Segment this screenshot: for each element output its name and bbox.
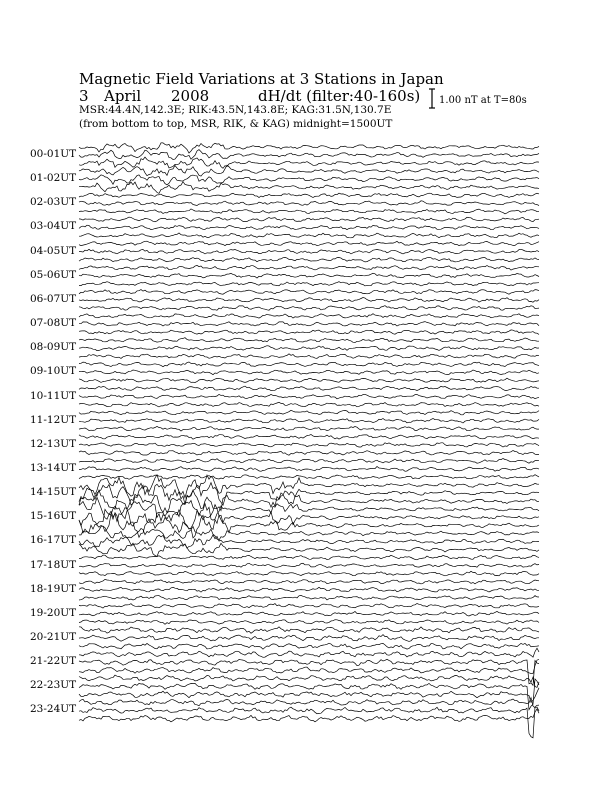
trace-line (79, 543, 539, 556)
trace-line (79, 182, 539, 194)
trace-line (79, 370, 539, 375)
trace-line (79, 611, 539, 616)
trace-line (79, 595, 539, 600)
trace-line (79, 627, 539, 634)
scale-bar (429, 89, 435, 108)
trace-line (79, 273, 539, 278)
trace-line (79, 587, 539, 592)
hour-label: 11-12UT (30, 413, 77, 426)
hour-label: 02-03UT (30, 196, 77, 209)
trace-line (79, 394, 539, 399)
trace-line (79, 241, 539, 245)
trace-line (79, 526, 539, 540)
hour-label: 18-19UT (30, 582, 77, 595)
trace-line (79, 604, 539, 609)
scale-label: 1.00 nT at T=80s (439, 95, 527, 106)
date-year: 2008 (171, 87, 210, 105)
trace-line (79, 217, 539, 222)
hour-label: 13-14UT (30, 461, 77, 474)
date-day: 3 (79, 87, 89, 105)
trace-line (79, 354, 539, 359)
trace-line (79, 675, 539, 687)
trace-line (79, 338, 539, 343)
trace-line (79, 362, 539, 367)
trace-line (79, 378, 539, 382)
date-month: April (104, 87, 142, 105)
trace-line (79, 659, 539, 685)
hour-label: 09-10UT (30, 365, 77, 378)
trace-line (79, 314, 539, 318)
trace-line (79, 475, 539, 480)
trace-line (79, 233, 539, 238)
trace-line (79, 443, 539, 447)
chart-title: Magnetic Field Variations at 3 Stations in Japan (79, 70, 444, 88)
trace-line (79, 265, 539, 270)
trace-line (79, 282, 539, 286)
trace-line (79, 563, 539, 567)
trace-line (79, 688, 539, 703)
trace-line (79, 165, 539, 176)
hour-label: 22-23UT (30, 679, 77, 692)
trace-line (79, 705, 539, 738)
trace-line (79, 330, 539, 335)
trace-line (79, 648, 539, 657)
hour-label: 14-15UT (30, 486, 77, 499)
hour-label: 05-06UT (30, 268, 77, 281)
trace-line (79, 175, 539, 185)
trace-line (79, 635, 539, 642)
trace-line (79, 346, 539, 351)
trace-group (79, 143, 539, 738)
trace-line (79, 435, 539, 440)
hour-label: 06-07UT (30, 292, 77, 305)
hour-label: 20-21UT (30, 631, 77, 643)
trace-line (79, 571, 539, 576)
trace-line (79, 150, 539, 160)
hour-label: 07-08UT (30, 317, 77, 330)
hour-label: 12-13UT (30, 437, 77, 450)
hour-label: 15-16UT (30, 510, 77, 523)
trace-line (79, 555, 539, 560)
hour-label: 17-18UT (30, 558, 77, 571)
trace-line (79, 298, 539, 303)
trace-line (79, 620, 539, 625)
trace-line (79, 451, 539, 456)
hour-label: 16-17UT (30, 534, 77, 547)
trace-line (79, 257, 539, 262)
quantity-label: dH/dt (filter:40-160s) (258, 87, 421, 105)
trace-line (79, 290, 539, 295)
trace-line (79, 419, 539, 424)
trace-line (79, 225, 539, 230)
trace-line (79, 201, 539, 206)
trace-line (79, 426, 539, 431)
hour-label: 19-20UT (30, 606, 77, 619)
trace-line (79, 402, 539, 407)
hour-label: 00-01UT (30, 148, 77, 160)
hour-label: 03-04UT (30, 220, 77, 233)
trace-line (79, 467, 539, 472)
stations-line: MSR:44.4N,142.3E; RIK:43.5N,143.8E; KAG:31.5N,130.7E (79, 104, 392, 116)
hour-label: 08-09UT (30, 341, 77, 354)
trace-line (79, 209, 539, 214)
trace-line (79, 157, 539, 168)
trace-line (79, 579, 539, 584)
trace-line (79, 459, 539, 464)
trace-line (79, 306, 539, 311)
hour-label: 23-24UT (30, 703, 77, 716)
trace-line (79, 249, 539, 254)
hour-label: 04-05UT (30, 244, 77, 257)
hour-label: 21-22UT (30, 655, 77, 668)
trace-line (79, 410, 539, 415)
trace-line (79, 193, 539, 197)
order-note: (from bottom to top, MSR, RIK, & KAG) midnight=1500UT (79, 118, 393, 130)
trace-line (79, 386, 539, 390)
trace-line (79, 322, 539, 326)
hour-label: 01-02UT (30, 172, 77, 185)
trace-line (79, 535, 539, 548)
hour-label: 10-11UT (30, 389, 77, 402)
trace-line (79, 643, 539, 649)
